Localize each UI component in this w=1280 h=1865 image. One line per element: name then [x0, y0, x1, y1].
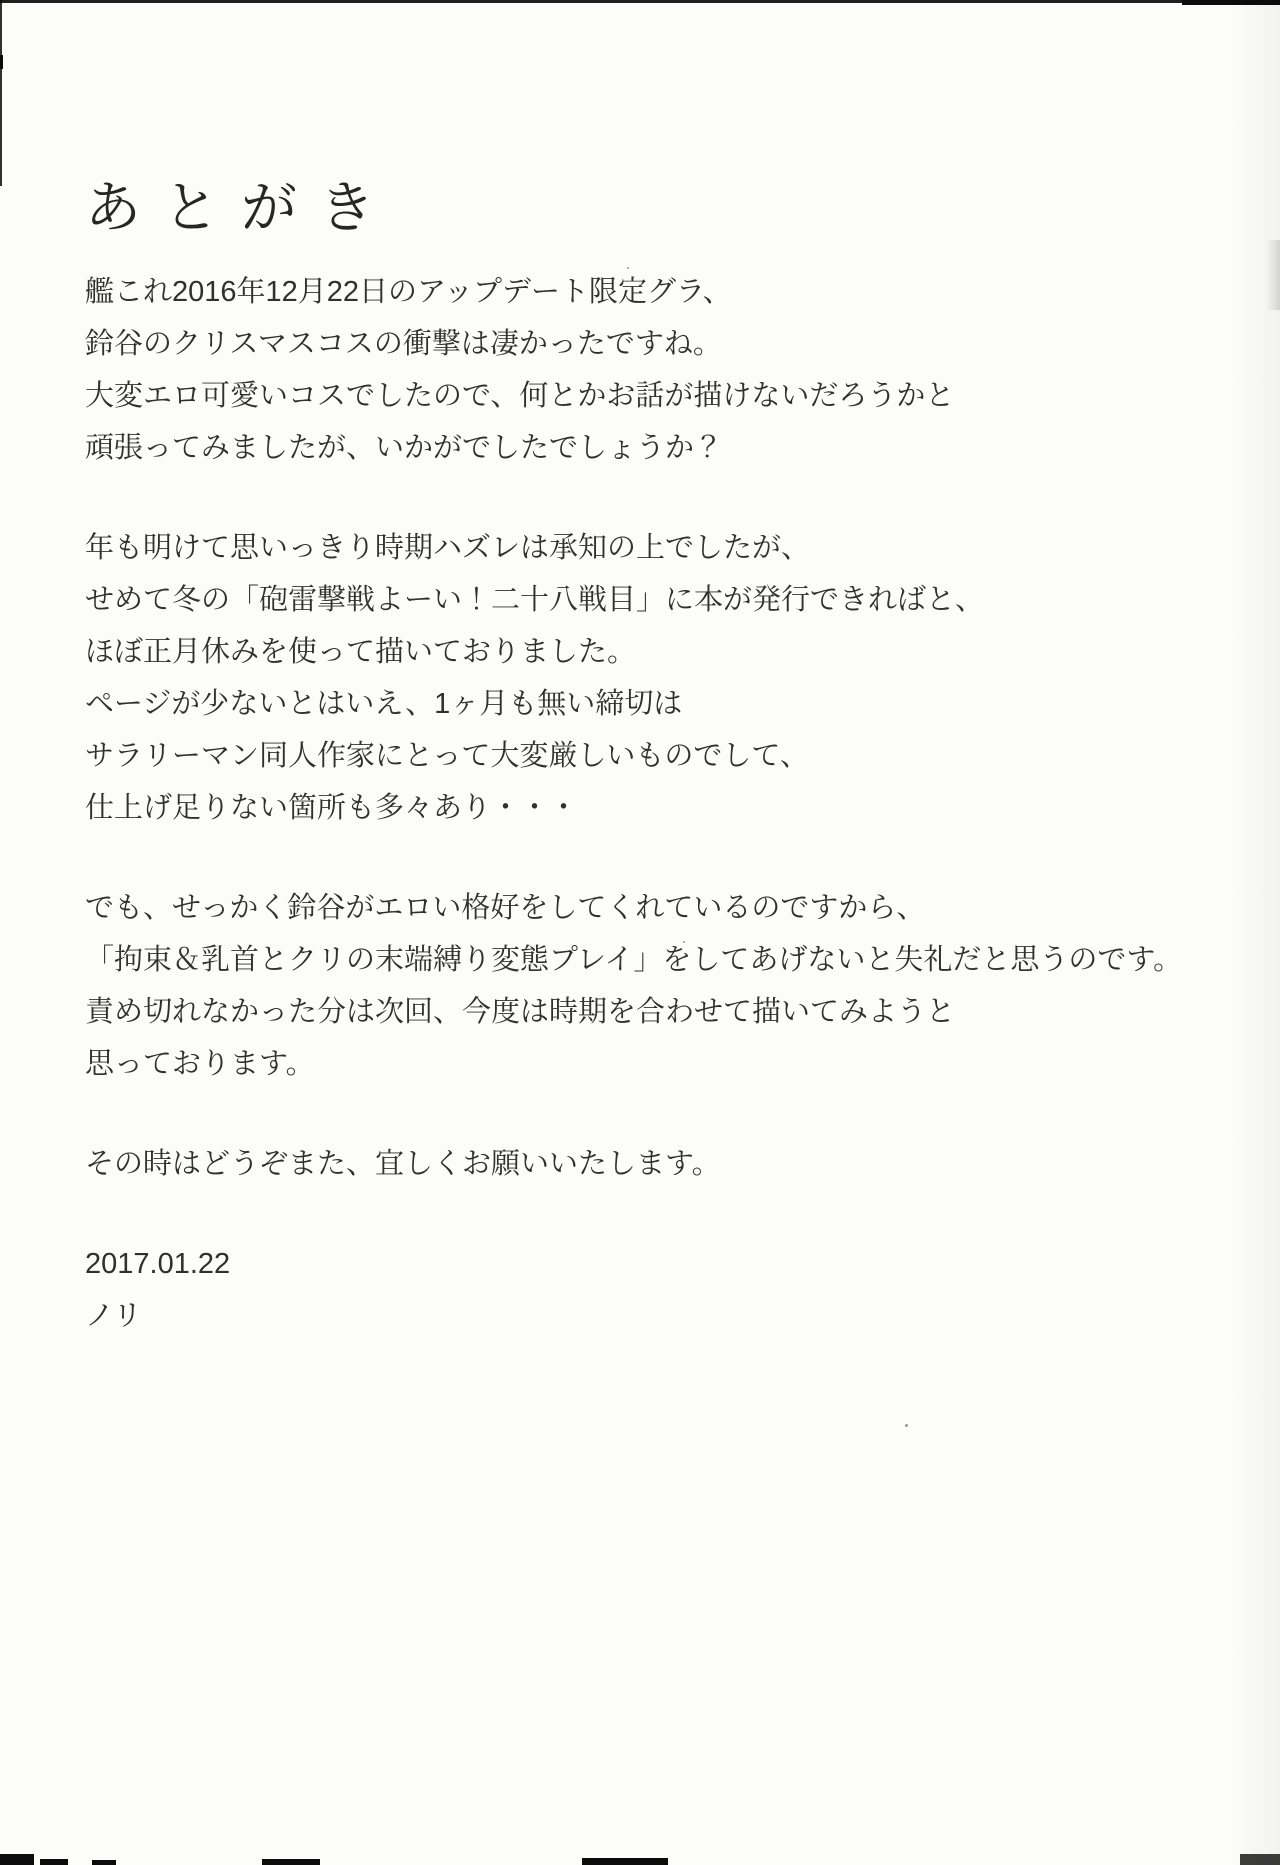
- scan-edge-left: [0, 0, 2, 186]
- scan-smudge-right: [1266, 240, 1280, 310]
- afterword-body: [85, 266, 1240, 1342]
- text-line: 仕上げ足りない箇所も多々あり・・・: [85, 792, 579, 824]
- scan-mark-bottom: [1240, 1854, 1280, 1865]
- colophon: [85, 1238, 1240, 1342]
- scan-mark-bottom: [40, 1859, 68, 1865]
- text-line: 頑張ってみましたが、いかがでしたでしょうか？: [85, 432, 724, 464]
- scan-mark-bottom: [582, 1858, 668, 1865]
- scan-mark-bottom: [0, 1854, 34, 1865]
- publication-date: 2017.01.22: [85, 1248, 231, 1280]
- scan-edge-left-tick: [0, 55, 3, 69]
- text-line: ページが少ないとはいえ、1ヶ月も無い締切は: [85, 688, 683, 720]
- text-line: 大変エロ可愛いコスでしたので、何とかお話が描けないだろうかと: [85, 380, 955, 412]
- text-line: せめて冬の「砲雷撃戦よーい！二十八戦目」に本が発行できればと、: [85, 584, 985, 616]
- text-line: 年も明けて思いっきり時期ハズレは承知の上でしたが、: [85, 532, 811, 564]
- text-line: でも、せっかく鈴谷がエロい格好をしてくれているのですから、: [85, 892, 926, 924]
- author-signature: ノリ: [85, 1300, 142, 1332]
- scan-mark-bottom: [262, 1859, 320, 1865]
- scan-edge-top: [0, 0, 1280, 3]
- paragraph: [85, 522, 1240, 834]
- paragraph: [85, 1138, 1240, 1190]
- text-line: サラリーマン同人作家にとって大変厳しいものでして、: [85, 740, 809, 772]
- page-title: あとがき: [85, 175, 397, 239]
- paragraph: [85, 882, 1240, 1090]
- paragraph: [85, 266, 1240, 474]
- text-line: 「拘束＆乳首とクリの末端縛り変態プレイ」をしてあげないと失礼だと思うのです。: [85, 944, 1183, 976]
- text-line: 艦これ2016年12月22日のアップデート限定グラ、: [85, 276, 732, 308]
- scan-edge-top-right: [1182, 0, 1280, 5]
- scan-mark-bottom: [92, 1860, 116, 1865]
- text-line: その時はどうぞまた、宜しくお願いいたします。: [85, 1148, 721, 1180]
- text-line: ほぼ正月休みを使って描いておりました。: [85, 636, 637, 668]
- text-line: 思っております。: [85, 1048, 315, 1080]
- text-line: 責め切れなかった分は次回、今度は時期を合わせて描いてみようと: [85, 996, 956, 1028]
- scan-speck: [905, 1424, 908, 1427]
- text-line: 鈴谷のクリスマスコスの衝撃は凄かったですね。: [85, 328, 722, 360]
